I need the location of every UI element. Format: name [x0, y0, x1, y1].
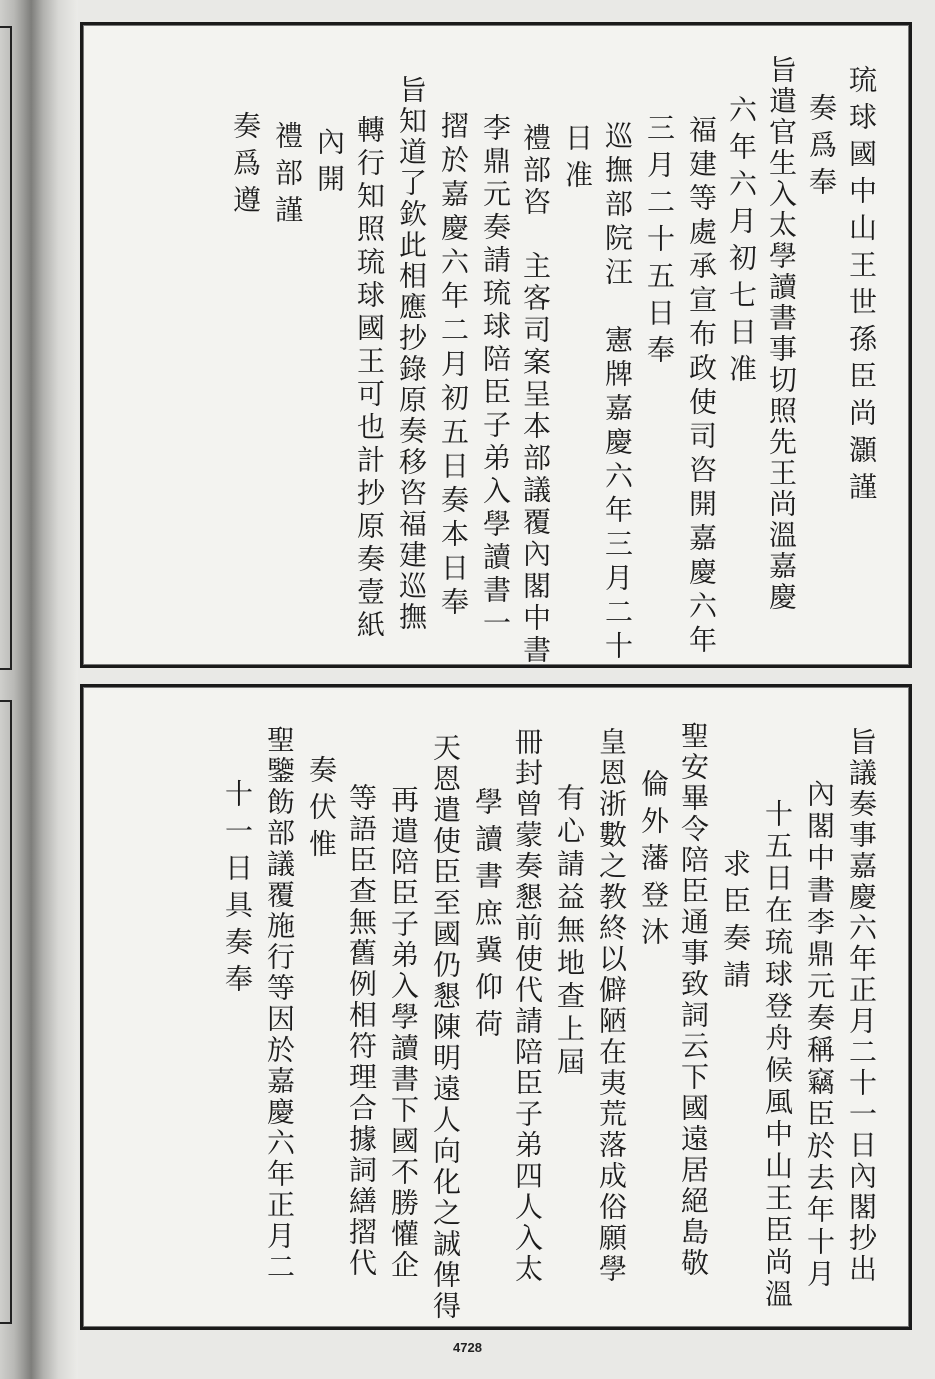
text-column: 奏爲奉 — [805, 93, 838, 204]
text-column: 求臣奏請 — [719, 849, 752, 997]
text-column: 倫外藩登沐 — [637, 769, 670, 954]
text-column: 等語臣查無舊例相符理合據詞繕摺代 — [345, 783, 378, 1279]
text-column: 聖安畢令陪臣通事致詞云下國遠居絕島敬 — [677, 721, 710, 1279]
text-column: 學讀書庶冀仰荷 — [471, 787, 504, 1046]
text-column: 禮部咨 主客司案呈本部議覆內閣中書 — [519, 123, 552, 667]
text-column: 再遣陪臣子弟入學讀書下國不勝懽企 — [387, 785, 420, 1281]
previous-page-frame-top — [0, 26, 12, 670]
text-column: 皇恩浙數之教終以僻陋在夷荒落成俗願學 — [595, 727, 628, 1285]
text-column: 旨知道了欽此相應抄錄原奏移咨福建巡撫 — [395, 75, 428, 633]
text-column: 天恩遣使臣至國仍懇陳明遠人向化之誠俾得 — [429, 733, 462, 1322]
text-column: 奏伏惟 — [305, 755, 338, 866]
text-column: 六年六月初七日准 — [725, 95, 758, 391]
text-column: 旨遣官生入太學讀書事切照先王尚溫嘉慶 — [765, 55, 798, 613]
text-column: 旨議奏事嘉慶六年正月二十一日內閣抄出 — [845, 727, 878, 1285]
text-column: 聖鑒飭部議覆施行等因於嘉慶六年正月二 — [263, 725, 296, 1283]
text-column: 奏爲遵 — [229, 111, 262, 222]
text-column: 摺於嘉慶六年二月初五日奏本日奉 — [437, 111, 470, 621]
text-column: 巡撫部院汪 憲牌嘉慶六年三月二十 — [601, 121, 634, 665]
text-column: 琉球國中山王世孫臣尚灝謹 — [845, 65, 878, 509]
text-column: 十一日具奏奉 — [221, 779, 254, 1001]
text-column: 冊封曾蒙奏懇前使代請陪臣子弟四人入太 — [511, 727, 544, 1285]
text-column: 十五日在琉球登舟候風中山王臣尚溫 — [761, 799, 794, 1311]
text-column: 禮部謹 — [271, 121, 304, 232]
text-column: 轉行知照琉球國王可也計抄原奏壹紙 — [353, 115, 386, 643]
text-column: 內開 — [313, 127, 346, 201]
previous-page-frame-bottom — [0, 700, 12, 1324]
text-column: 日准 — [561, 123, 594, 197]
text-column: 李鼎元奏請琉球陪臣子弟入學讀書一 — [479, 113, 512, 641]
text-column: 有心請益無地查上屆 — [553, 783, 586, 1080]
text-column: 三月二十五日奉 — [643, 113, 676, 372]
text-column: 內閣中書李鼎元奏稱竊臣於去年十月 — [803, 779, 836, 1291]
top-manuscript-panel — [80, 22, 912, 668]
bottom-manuscript-panel — [80, 684, 912, 1330]
page-number: 4728 — [453, 1340, 482, 1355]
text-column: 福建等處承宣布政使司咨開嘉慶六年 — [685, 115, 718, 659]
